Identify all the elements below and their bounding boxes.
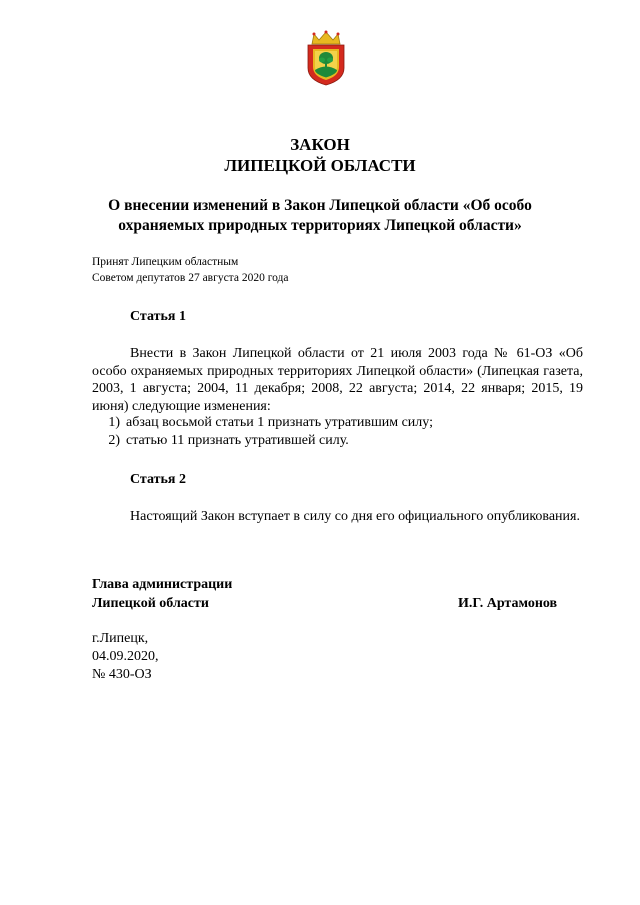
signatory-title-line-1: Глава администрации [92, 577, 233, 592]
list-item-number: 1) [108, 415, 120, 430]
article-2-text: Настоящий Закон вступает в силу со дня его официального опубликования. [130, 509, 580, 524]
list-item [92, 432, 349, 450]
law-subject: О внесении изменений в Закон Липецкой области «Об особо охраняемых природных территориях Липецкой области» [108, 197, 532, 234]
adoption-note [92, 255, 289, 286]
adoption-line-2: Советом депутатов 27 августа 2020 года [92, 271, 289, 284]
list-item-text: статью 11 признать утратившей силу. [126, 433, 349, 448]
document-region: ЛИПЕЦКОЙ ОБЛАСТИ [224, 156, 416, 175]
article-1-text: Внести в Закон Липецкой области от 21 июля 2003 года № 61-ОЗ «Об особо охраняемых природных территориях Липецкой области» (Липецкая газета, 2003, 1 августа; 2004, 11 декабря; 2008, 22 августа; 2014, 22 января; 2015, 19 июня) следующие изменения: [92, 346, 583, 414]
signatory-name: И.Г. Артамонов [458, 596, 558, 611]
document-type: ЗАКОН [290, 135, 350, 154]
adoption-line-1: Принят Липецким областным [92, 256, 239, 268]
coat-of-arms-icon [304, 30, 348, 86]
footer-city: г.Липецк, [92, 631, 149, 646]
article-1-heading: Статья 1 [130, 309, 186, 324]
footer-date: 04.09.2020, [92, 649, 159, 664]
list-item-text: абзац восьмой статьи 1 признать утратившим силу; [126, 415, 433, 430]
footer-number: № 430-ОЗ [92, 667, 152, 682]
list-item-number: 2) [108, 433, 120, 448]
list-item [92, 414, 433, 432]
article-2-heading: Статья 2 [130, 472, 186, 487]
signatory-title-line-2: Липецкой области [92, 596, 209, 611]
